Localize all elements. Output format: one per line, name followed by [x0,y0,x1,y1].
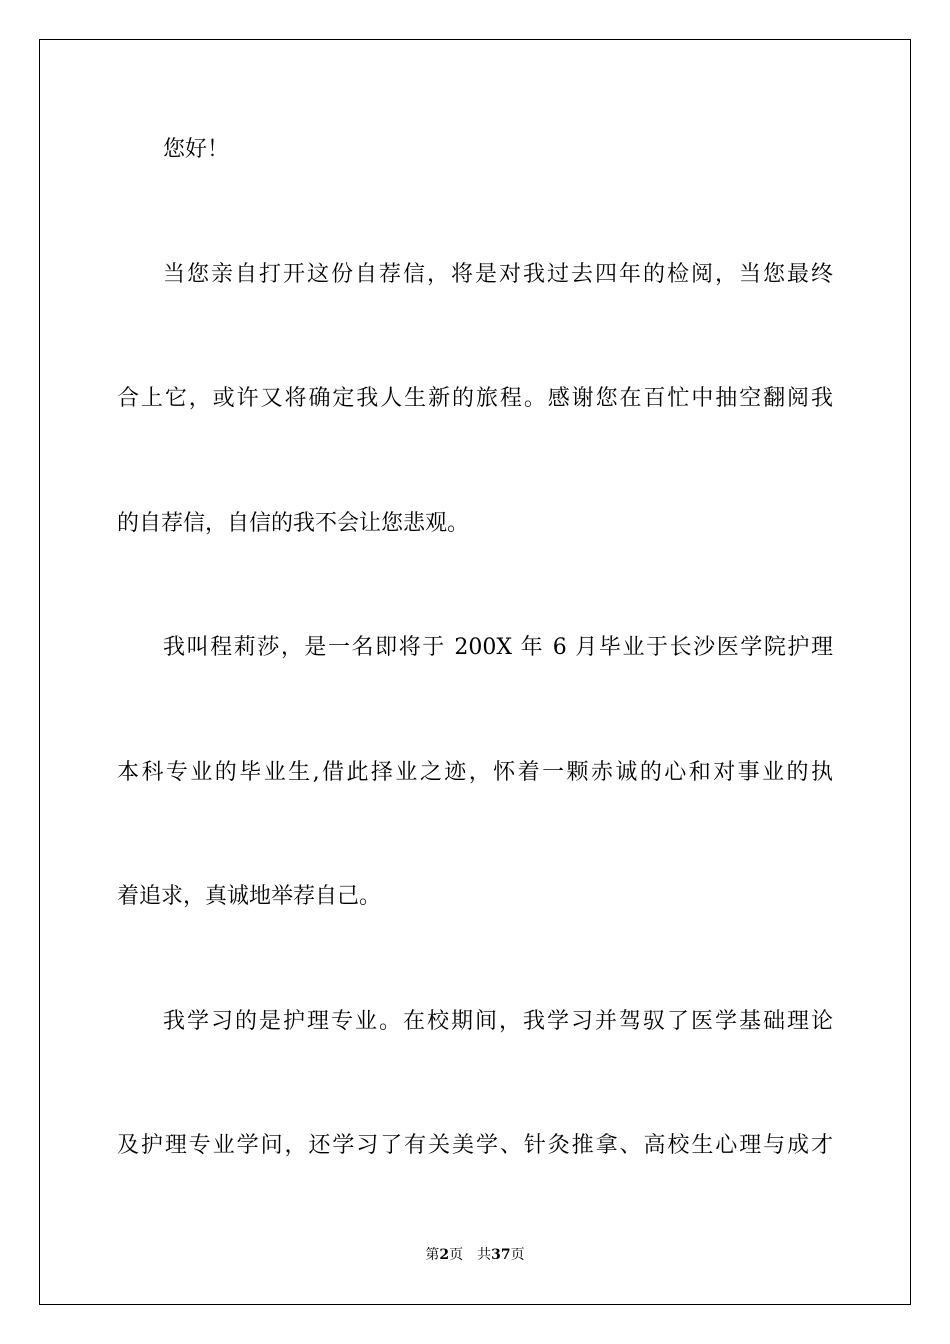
paragraph-line: 我叫程莉莎，是一名即将于 200X 年 6 月毕业于长沙医学院护理 [163,635,833,660]
paragraph-line: 的自荐信，自信的我不会让您悲观。 [117,511,470,536]
total-prefix: 共 [477,1247,492,1263]
page-border [39,39,911,1305]
paragraph-line: 合上它，或许又将确定我人生新的旅程。感谢您在百忙中抽空翻阅我 [117,386,833,411]
page-footer [0,1246,950,1264]
paragraph-line: 本科专业的毕业生,借此择业之迹，怀着一颗赤诚的心和对事业的执 [117,760,833,785]
paragraph-line: 我学习的是护理专业。在校期间，我学习并驾驭了医学基础理论 [163,1009,833,1034]
total-pages: 37 [491,1247,511,1263]
page-number: 2 [439,1247,450,1263]
page-suffix: 页 [449,1247,464,1263]
total-suffix: 页 [510,1247,525,1263]
paragraph-line: 及护理专业学问，还学习了有关美学、针灸推拿、高校生心理与成才 [117,1133,833,1158]
page-prefix: 第 [425,1247,440,1263]
paragraph-line: 着追求，真诚地举荐自己。 [117,884,382,909]
paragraph-line: 当您亲自打开这份自荐信，将是对我过去四年的检阅，当您最终 [163,262,833,287]
salutation: 您好！ [163,137,230,162]
